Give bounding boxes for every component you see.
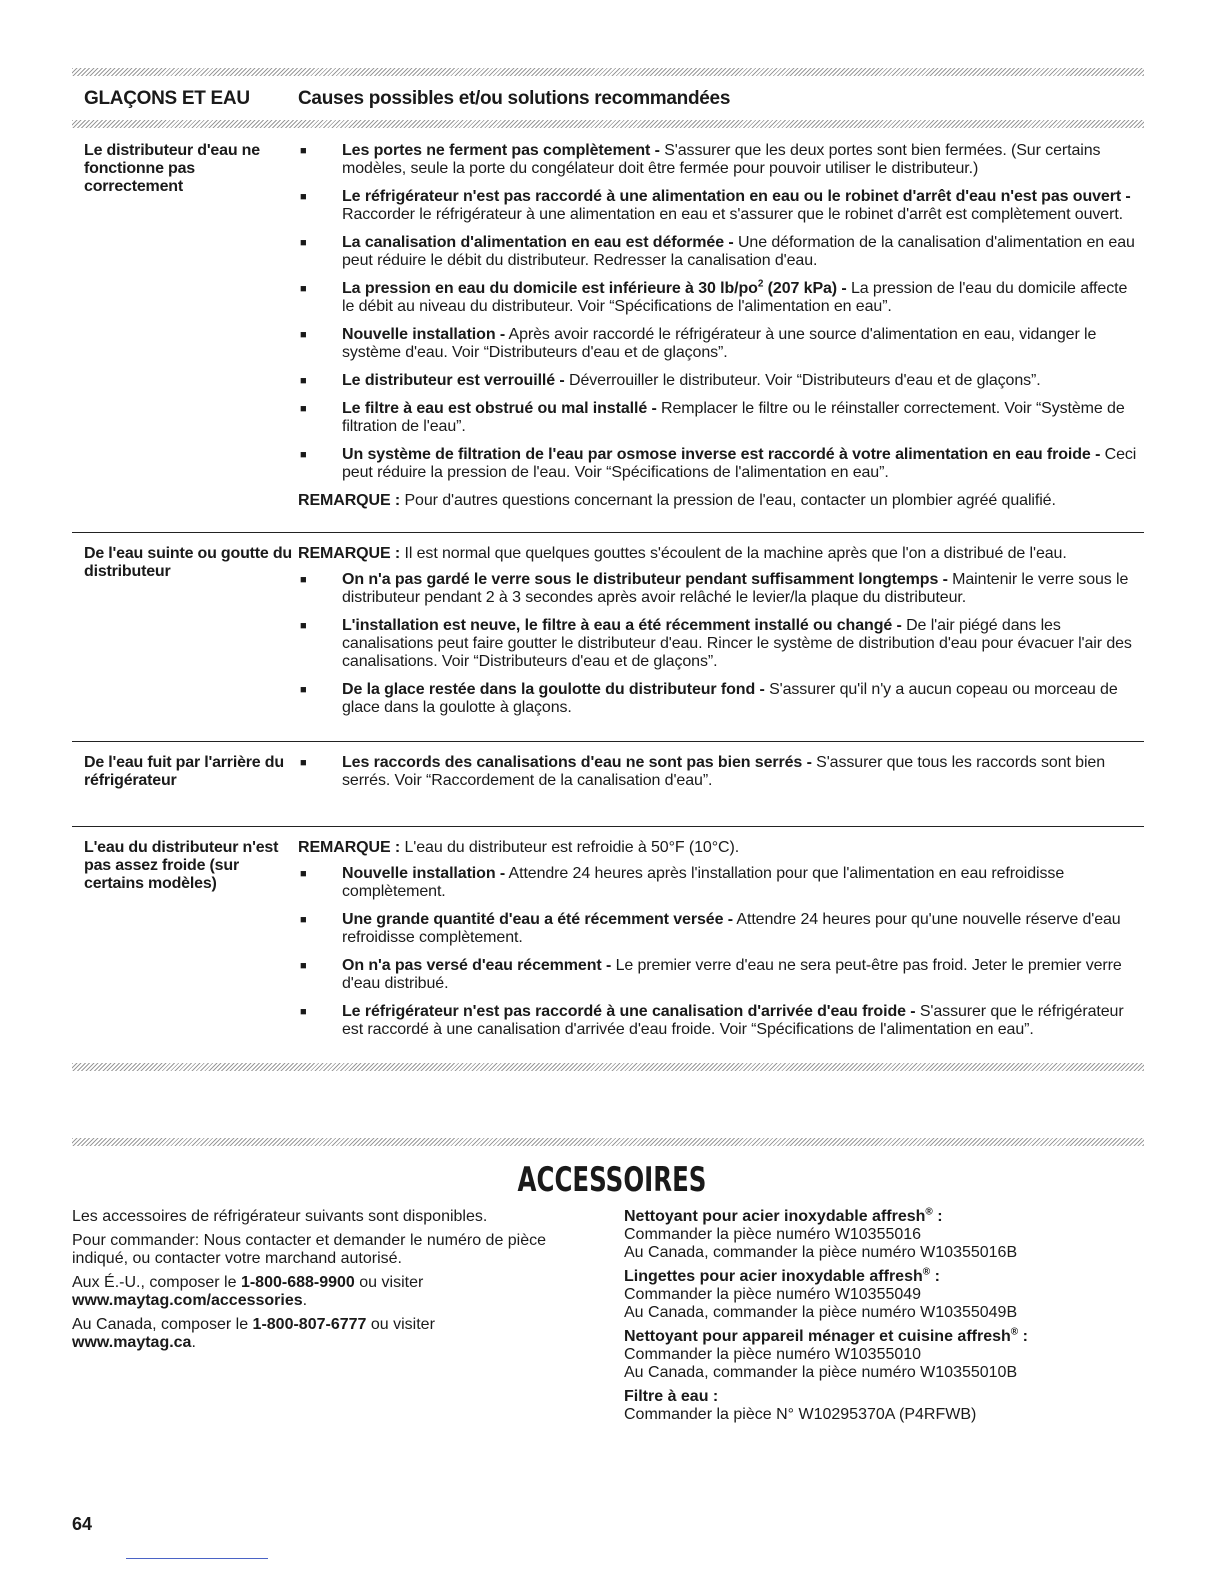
part-number: Commander la pièce numéro W10355016 (624, 1226, 922, 1243)
table-header (72, 76, 1144, 120)
bullet-icon: ■ (300, 329, 307, 341)
list-item (298, 400, 1138, 436)
troubleshooting-table (72, 68, 1144, 1071)
ca-phone: 1-800-807-6777 (252, 1316, 367, 1333)
us-period: . (302, 1292, 308, 1309)
solutions (298, 839, 1144, 1049)
section-separator (72, 1138, 1144, 1146)
order-text: Pour commander: Nous contacter et demander le numéro de pièce indiqué, ou contacter votre marchand autorisé. (72, 1232, 547, 1267)
bullet-icon: ■ (300, 757, 307, 769)
cause-text: Le premier verre d'eau ne sera peut-être pas froid. Jeter le premier verre d'eau distribué. (342, 957, 1122, 992)
bullet-icon: ■ (300, 283, 307, 295)
product-name (624, 1208, 1144, 1226)
list-item (298, 1003, 1138, 1039)
cause-title: Un système de filtration de l'eau par osmose inverse est raccordé à votre alimentation en eau froide - (342, 446, 1101, 463)
note-label: REMARQUE : (298, 839, 401, 856)
cause-title: Nouvelle installation - (342, 865, 506, 882)
list-item (298, 865, 1138, 901)
intro-text: Les accessoires de réfrigérateur suivants sont disponibles. (72, 1208, 488, 1225)
problem-label: L'eau du distributeur n'est pas assez froide (sur certains modèles) (84, 839, 279, 892)
us-contact (72, 1274, 572, 1310)
problem-label: Le distributeur d'eau ne fonctionne pas correctement (84, 142, 260, 195)
product-name-text: Nettoyant pour acier inoxydable affresh (624, 1208, 926, 1225)
ca-period: . (191, 1334, 196, 1351)
problem-label: De l'eau fuit par l'arrière du réfrigérateur (84, 754, 284, 789)
note-label: REMARQUE : (298, 545, 401, 562)
registered-mark: ® (925, 1206, 933, 1218)
note (298, 545, 1138, 563)
problem-label: De l'eau suinte ou goutte du distributeur (84, 545, 292, 580)
bullet-icon: ■ (300, 868, 307, 880)
accessories-intro (72, 1208, 572, 1358)
cause-title: On n'a pas gardé le verre sous le distributeur pendant suffisamment longtemps - (342, 571, 948, 588)
part-number-canada: Au Canada, commander la pièce numéro W10355016B (624, 1244, 1018, 1261)
solutions (298, 754, 1144, 812)
cause-text: Raccorder le réfrigérateur à une alimentation en eau et s'assurer que le robinet d'arrêt est complètement ouvert. (342, 206, 1124, 223)
bullet-icon: ■ (300, 620, 307, 632)
cause-title: Les raccords des canalisations d'eau ne sont pas bien serrés - (342, 754, 812, 771)
header-rule (72, 120, 1144, 128)
list-item (298, 617, 1138, 671)
table-row (72, 128, 1144, 532)
list-item (298, 326, 1138, 362)
registered-mark: ® (1010, 1326, 1019, 1338)
bullet-icon: ■ (300, 1006, 307, 1018)
cause-title: Le filtre à eau est obstrué ou mal installé - (342, 400, 657, 417)
list-item (298, 911, 1138, 947)
cause-text: La pression de l'eau du domicile affecte le débit au niveau du distributeur. Voir “Spécifications de l'alimentation en eau”. (342, 280, 1128, 315)
bullet-icon: ■ (300, 684, 307, 696)
bullet-icon: ■ (300, 960, 307, 972)
product-name (624, 1328, 1144, 1346)
product-name-text: Nettoyant pour appareil ménager et cuisine affresh (624, 1328, 1011, 1345)
us-text-2: ou visiter (354, 1274, 424, 1291)
cause-text: Déverrouiller le distributeur. Voir “Distributeurs d'eau et de glaçons”. (564, 372, 1041, 389)
part-number-canada: Au Canada, commander la pièce numéro W10355010B (624, 1364, 1018, 1381)
cause-text: S'assurer que tous les raccords sont bien serrés. Voir “Raccordement de la canalisation d'eau”. (342, 754, 1106, 789)
part-number: Commander la pièce numéro W10355010 (624, 1346, 922, 1363)
product-name: Filtre à eau : (624, 1388, 719, 1405)
note-text: Pour d'autres questions concernant la pression de l'eau, contacter un plombier agréé qualifié. (400, 492, 1056, 509)
cause-text: De l'air piégé dans les canalisations peut faire goutter le distributeur d'eau. Rincer le système de distribution d'eau pour évacuer l'air des canalisations. Voir “Distributeurs d'eau et de glaçons”. (342, 617, 1132, 670)
cause-text: Remplacer le filtre ou le réinstaller correctement. Voir “Système de filtration de l'eau”. (342, 400, 1125, 435)
solutions (298, 545, 1144, 727)
colon: : (1018, 1328, 1028, 1345)
bullet-icon: ■ (300, 574, 307, 586)
us-text: Aux É.-U., composer le (72, 1274, 241, 1291)
bottom-rule (126, 1558, 268, 1559)
table-top-rule (72, 68, 1144, 76)
list-item (298, 234, 1138, 270)
list-item (298, 571, 1138, 607)
bullet-icon: ■ (300, 237, 307, 249)
cause-text: Attendre 24 heures après l'installation pour que l'alimentation en eau refroidisse complètement. (342, 865, 1065, 900)
bullet-icon: ■ (300, 191, 307, 203)
cause-title-end: (207 kPa) - (763, 280, 847, 297)
cause-title: La pression en eau du domicile est inférieure à 30 lb/po (342, 280, 758, 297)
note-label: REMARQUE : (298, 492, 401, 509)
product-item (624, 1268, 1144, 1322)
table-row (72, 741, 1144, 826)
cause-title: Une grande quantité d'eau a été récemment versée - (342, 911, 733, 928)
cause-title: La canalisation d'alimentation en eau est déformée - (342, 234, 734, 251)
cause-text: Attendre 24 heures pour qu'une nouvelle réserve d'eau refroidisse complètement. (342, 911, 1121, 946)
list-item (298, 754, 1138, 790)
bullet-icon: ■ (300, 914, 307, 926)
cause-text: Après avoir raccordé le réfrigérateur à une source d'alimentation en eau, vidanger le système d'eau. Voir “Distributeurs d'eau et de glaçons”. (342, 326, 1097, 361)
cause-title: Le réfrigérateur n'est pas raccordé à une canalisation d'arrivée d'eau froide - (342, 1003, 916, 1020)
note (298, 492, 1138, 510)
us-phone: 1-800-688-9900 (240, 1274, 355, 1291)
cause-title: Les portes ne ferment pas complètement - (342, 142, 660, 159)
list-item (298, 681, 1138, 717)
ca-text-2: ou visiter (366, 1316, 435, 1333)
cause-text: S'assurer qu'il n'y a aucun copeau ou morceau de glace dans la goulotte à glaçons. (342, 681, 1118, 716)
product-item (624, 1388, 1144, 1424)
list-item (298, 372, 1138, 390)
list-item (298, 188, 1138, 224)
section-title: ACCESSOIRES (517, 1160, 707, 1200)
list-item (298, 957, 1138, 993)
page-number: 64 (72, 1514, 93, 1534)
bullet-icon: ■ (300, 375, 307, 387)
header-causes: Causes possibles et/ou solutions recommandées (298, 88, 731, 109)
cause-text: Ceci peut réduire la pression de l'eau. Voir “Spécifications de l'alimentation en eau”. (342, 446, 1137, 481)
list-item (298, 446, 1138, 482)
table-bottom-rule (72, 1063, 1144, 1071)
product-item (624, 1328, 1144, 1382)
part-number-canada: Au Canada, commander la pièce numéro W10355049B (624, 1304, 1018, 1321)
cause-title: De la glace restée dans la goulotte du distributeur fond - (342, 681, 765, 698)
list-item (298, 142, 1138, 178)
part-number: Commander la pièce numéro W10355049 (624, 1286, 922, 1303)
bullet-icon: ■ (300, 403, 307, 415)
registered-mark: ® (922, 1266, 931, 1278)
ca-text: Au Canada, composer le (72, 1316, 253, 1333)
solutions (298, 142, 1144, 518)
cause-text: Une déformation de la canalisation d'alimentation en eau peut réduire le débit du distributeur. Redresser la canalisation d'eau. (342, 234, 1135, 269)
ca-url-link[interactable]: www.maytag.ca (72, 1334, 192, 1351)
colon: : (932, 1208, 943, 1225)
cause-text: S'assurer que le réfrigérateur est raccordé à une canalisation d'arrivée d'eau froide. Voir “Spécifications de l'alimentation en eau”. (342, 1003, 1124, 1038)
cause-title: On n'a pas versé d'eau récemment - (342, 957, 612, 974)
superscript: 2 (757, 278, 764, 290)
header-category: GLAÇONS ET EAU (84, 88, 250, 109)
product-name-text: Lingettes pour acier inoxydable affresh (624, 1268, 923, 1285)
table-row (72, 532, 1144, 741)
product-name (624, 1268, 1144, 1286)
cause-title: Nouvelle installation - (342, 326, 506, 343)
cause-title: Le réfrigérateur n'est pas raccordé à une alimentation en eau ou le robinet d'arrêt d'eau n'est pas ouvert - (342, 188, 1131, 205)
colon: : (930, 1268, 940, 1285)
cause-title: L'installation est neuve, le filtre à eau a été récemment installé ou changé - (342, 617, 902, 634)
product-item (624, 1208, 1144, 1262)
list-item (298, 280, 1138, 316)
cause-text: Maintenir le verre sous le distributeur pendant 2 à 3 secondes après avoir relâché le levier/la plaque du distributeur. (342, 571, 1129, 606)
bullet-icon: ■ (300, 449, 307, 461)
table-row (72, 826, 1144, 1063)
ca-contact (72, 1316, 572, 1352)
bullet-icon: ■ (300, 145, 307, 157)
cause-title: Le distributeur est verrouillé - (342, 372, 565, 389)
note-text: L'eau du distributeur est refroidie à 50°F (10°C). (400, 839, 740, 856)
part-number: Commander la pièce N° W10295370A (P4RFWB) (624, 1406, 977, 1423)
note-text: Il est normal que quelques gouttes s'écoulent de la machine après que l'on a distribué de l'eau. (400, 545, 1067, 562)
us-url-link[interactable]: www.maytag.com/accessories (72, 1292, 303, 1309)
note (298, 839, 1138, 857)
cause-text: S'assurer que les deux portes sont bien fermées. (Sur certains modèles, seule la porte du congélateur doit être fermée pour pouvoir utiliser le distributeur.) (342, 142, 1101, 177)
accessories-list (624, 1208, 1144, 1430)
